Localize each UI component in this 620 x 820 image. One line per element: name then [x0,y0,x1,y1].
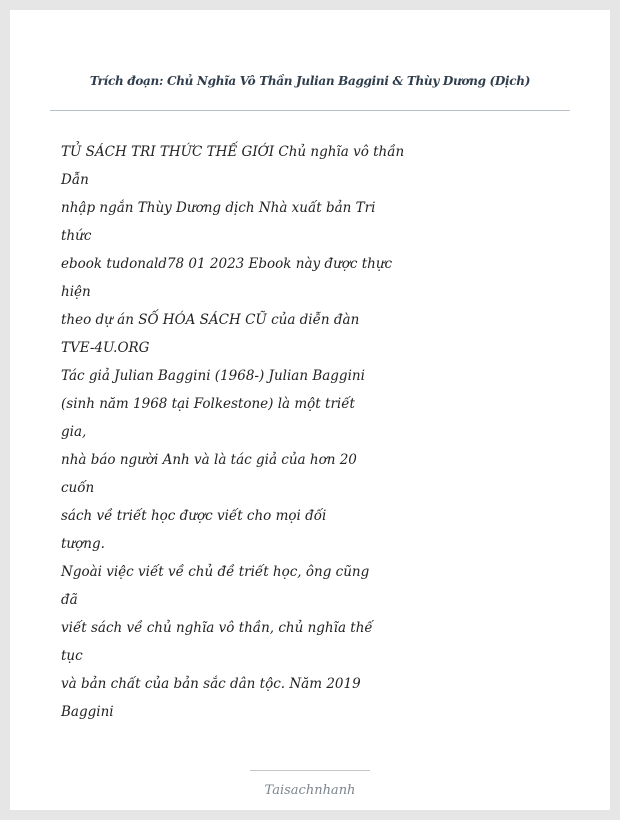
footer-credit: Taisachnhanh [264,783,356,798]
text-line: Ngoài việc viết về chủ đề triết học, ông cũng [61,564,370,580]
text-line: viết sách về chủ nghĩa vô thần, chủ nghĩa thế [61,620,373,636]
text-line: thức [61,228,92,244]
text-line: Baggini [61,704,114,720]
text-line: cuốn [61,480,95,496]
text-line: và bản chất của bản sắc dân tộc. Năm 2019 [61,676,361,692]
document-body [61,138,481,726]
text-line: gia, [61,424,87,440]
page-title: Trích đoạn: Chủ Nghĩa Vô Thần Julian Baggini & Thùy Dương (Dịch) [89,74,531,88]
text-line: đã [61,592,78,608]
document-page [10,10,610,810]
title-divider [50,110,570,111]
text-line: nhập ngắn Thùy Dương dịch Nhà xuất bản Tri [61,200,376,216]
text-line: (sinh năm 1968 tại Folkestone) là một triết [61,396,355,412]
footer-divider [250,770,370,771]
text-line: tục [61,648,83,664]
text-line: tượng. [61,536,105,552]
text-line: TVE-4U.ORG [61,340,150,356]
text-line: hiện [61,284,91,300]
text-line: TỦ SÁCH TRI THỨC THẾ GIỚI Chủ nghĩa vô thần [61,144,405,160]
text-line: Tác giả Julian Baggini (1968-) Julian Baggini [61,368,365,384]
text-line: sách về triết học được viết cho mọi đối [61,508,327,524]
text-line: ebook tudonald78 01 2023 Ebook này được thực [61,256,393,272]
text-line: theo dự án SỐ HÓA SÁCH CŨ của diễn đàn [61,312,360,328]
text-line: Dẫn [61,172,89,188]
text-line: nhà báo người Anh và là tác giả của hơn 20 [61,452,357,468]
